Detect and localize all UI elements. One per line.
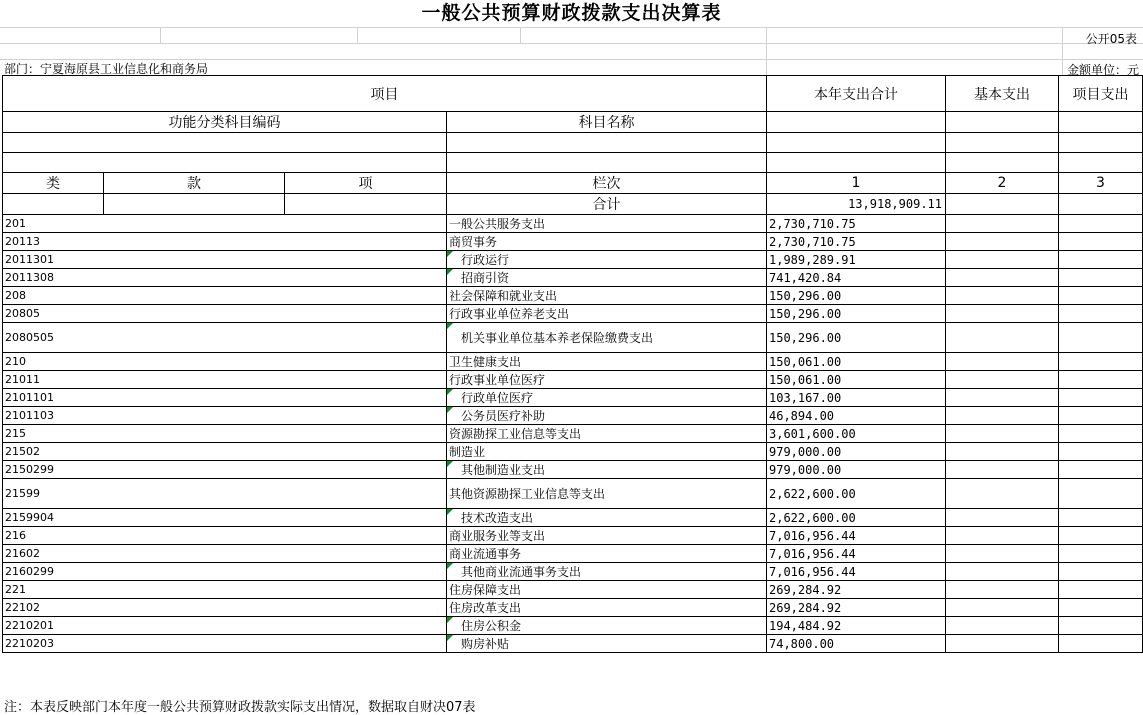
row-amount: 46,894.00 xyxy=(767,407,946,425)
table-row xyxy=(3,215,1143,233)
header-col3: 3 xyxy=(1059,173,1143,194)
empty-cell xyxy=(3,153,447,173)
row-name xyxy=(447,323,767,353)
empty-cell xyxy=(767,133,946,153)
sum-value: 13,918,909.11 xyxy=(767,194,946,215)
page-title: 一般公共预算财政拨款支出决算表 xyxy=(421,2,722,24)
empty-cell xyxy=(1059,407,1143,425)
row-code: 2210201 xyxy=(3,617,447,635)
header-total: 本年支出合计 xyxy=(767,76,946,112)
row-amount: 979,000.00 xyxy=(767,443,946,461)
empty-cell xyxy=(1059,269,1143,287)
row-name xyxy=(447,563,767,581)
row-name-text: 住房改革支出 xyxy=(449,601,522,615)
row-code: 2011301 xyxy=(3,251,447,269)
row-name xyxy=(447,251,767,269)
row-name-text: 技术改造支出 xyxy=(461,511,534,525)
empty-cell xyxy=(447,153,767,173)
row-amount: 1,989,289.91 xyxy=(767,251,946,269)
row-name xyxy=(447,635,767,653)
empty-cell xyxy=(946,563,1059,581)
empty-cell xyxy=(946,194,1059,215)
empty-cell xyxy=(1059,563,1143,581)
table-row xyxy=(3,425,1143,443)
row-name xyxy=(447,353,767,371)
row-name xyxy=(447,599,767,617)
empty-cell xyxy=(946,371,1059,389)
table-row xyxy=(3,323,1143,353)
row-name xyxy=(447,233,767,251)
cell-marker-icon xyxy=(447,461,453,467)
empty-cell xyxy=(946,153,1059,173)
empty-cell xyxy=(1059,545,1143,563)
empty-cell xyxy=(946,509,1059,527)
table-row xyxy=(3,287,1143,305)
empty-cell xyxy=(767,153,946,173)
row-amount: 2,622,600.00 xyxy=(767,509,946,527)
row-name xyxy=(447,389,767,407)
row-name-text: 商业服务业等支出 xyxy=(449,529,546,543)
empty-cell xyxy=(946,287,1059,305)
row-amount: 2,730,710.75 xyxy=(767,215,946,233)
table-row xyxy=(3,233,1143,251)
row-name-text: 行政事业单位养老支出 xyxy=(449,307,570,321)
table-row xyxy=(3,371,1143,389)
empty-cell xyxy=(1059,635,1143,653)
row-amount: 7,016,956.44 xyxy=(767,545,946,563)
row-code: 21502 xyxy=(3,443,447,461)
cell-marker-icon xyxy=(447,251,453,257)
empty-cell xyxy=(946,407,1059,425)
row-name-text: 购房补贴 xyxy=(461,637,510,651)
row-code: 210 xyxy=(3,353,447,371)
row-code: 2150299 xyxy=(3,461,447,479)
header-subject-name: 科目名称 xyxy=(447,112,767,133)
header-col1: 1 xyxy=(767,173,946,194)
row-code: 21602 xyxy=(3,545,447,563)
row-name-text: 商贸事务 xyxy=(449,235,498,249)
empty-cell xyxy=(1059,233,1143,251)
empty-cell xyxy=(104,194,285,215)
empty-cell xyxy=(285,194,447,215)
empty-cell xyxy=(946,233,1059,251)
header-func-code: 功能分类科目编码 xyxy=(3,112,447,133)
empty-cell xyxy=(1059,305,1143,323)
empty-cell xyxy=(946,581,1059,599)
row-amount: 150,061.00 xyxy=(767,371,946,389)
empty-cell xyxy=(1059,599,1143,617)
row-amount: 269,284.92 xyxy=(767,599,946,617)
row-amount: 74,800.00 xyxy=(767,635,946,653)
gridline xyxy=(520,27,521,43)
row-amount: 150,296.00 xyxy=(767,323,946,353)
table-row xyxy=(3,407,1143,425)
row-name-text: 行政单位医疗 xyxy=(461,391,534,405)
row-code: 2210203 xyxy=(3,635,447,653)
row-code: 2101101 xyxy=(3,389,447,407)
row-name-text: 行政事业单位医疗 xyxy=(449,373,546,387)
row-code: 208 xyxy=(3,287,447,305)
gridline xyxy=(0,27,1143,28)
empty-cell xyxy=(946,353,1059,371)
row-amount: 7,016,956.44 xyxy=(767,563,946,581)
row-name xyxy=(447,581,767,599)
unit-label: 金额单位：元 xyxy=(1066,63,1139,77)
cell-marker-icon xyxy=(447,269,453,275)
cell-marker-icon xyxy=(447,617,453,623)
header-xiang: 项 xyxy=(285,173,447,194)
empty-cell xyxy=(946,133,1059,153)
empty-cell xyxy=(946,425,1059,443)
empty-cell xyxy=(1059,443,1143,461)
row-amount: 150,296.00 xyxy=(767,287,946,305)
empty-cell xyxy=(1059,153,1143,173)
table-row xyxy=(3,461,1143,479)
empty-cell xyxy=(1059,215,1143,233)
empty-cell xyxy=(1059,287,1143,305)
empty-cell xyxy=(946,635,1059,653)
row-code: 20805 xyxy=(3,305,447,323)
empty-cell xyxy=(767,112,946,133)
empty-cell xyxy=(1059,371,1143,389)
row-amount: 7,016,956.44 xyxy=(767,527,946,545)
empty-cell xyxy=(946,112,1059,133)
cell-marker-icon xyxy=(447,407,453,413)
row-name xyxy=(447,443,767,461)
header-basic: 基本支出 xyxy=(946,76,1059,112)
empty-cell xyxy=(1059,425,1143,443)
row-code: 22102 xyxy=(3,599,447,617)
row-name-text: 商业流通事务 xyxy=(449,547,522,561)
row-amount: 103,167.00 xyxy=(767,389,946,407)
header-project: 项目支出 xyxy=(1059,76,1143,112)
row-amount: 194,484.92 xyxy=(767,617,946,635)
header-col2: 2 xyxy=(946,173,1059,194)
row-name xyxy=(447,545,767,563)
row-code: 2011308 xyxy=(3,269,447,287)
row-name xyxy=(447,461,767,479)
table-row xyxy=(3,269,1143,287)
empty-cell xyxy=(946,617,1059,635)
empty-cell xyxy=(946,479,1059,509)
row-amount: 2,730,710.75 xyxy=(767,233,946,251)
row-name xyxy=(447,425,767,443)
table-row xyxy=(3,509,1143,527)
row-name-text: 公务员医疗补助 xyxy=(461,409,546,423)
header-column-index: 栏次 xyxy=(447,173,767,194)
row-code: 21599 xyxy=(3,479,447,509)
row-name xyxy=(447,407,767,425)
empty-cell xyxy=(1059,251,1143,269)
empty-cell xyxy=(946,305,1059,323)
gridline xyxy=(766,27,767,75)
empty-cell xyxy=(946,389,1059,407)
table-row xyxy=(3,353,1143,371)
empty-cell xyxy=(1059,323,1143,353)
row-name-text: 机关事业单位基本养老保险缴费支出 xyxy=(461,331,654,345)
row-name-text: 卫生健康支出 xyxy=(449,355,522,369)
row-amount: 979,000.00 xyxy=(767,461,946,479)
sum-label: 合计 xyxy=(447,194,767,215)
table-row xyxy=(3,563,1143,581)
budget-table xyxy=(2,75,1143,653)
empty-cell xyxy=(1059,353,1143,371)
header-item: 项目 xyxy=(3,76,767,112)
gridline xyxy=(0,43,1143,44)
row-code: 2080505 xyxy=(3,323,447,353)
row-code: 216 xyxy=(3,527,447,545)
row-name xyxy=(447,305,767,323)
row-amount: 150,296.00 xyxy=(767,305,946,323)
table-row xyxy=(3,617,1143,635)
gridline xyxy=(160,27,161,43)
row-name-text: 其他商业流通事务支出 xyxy=(461,565,582,579)
row-name xyxy=(447,215,767,233)
empty-cell xyxy=(1059,479,1143,509)
empty-cell xyxy=(946,269,1059,287)
data-rows xyxy=(3,215,1143,653)
header-kuan: 款 xyxy=(104,173,285,194)
row-code: 201 xyxy=(3,215,447,233)
cell-marker-icon xyxy=(447,389,453,395)
row-amount: 741,420.84 xyxy=(767,269,946,287)
header-lei: 类 xyxy=(3,173,104,194)
empty-cell xyxy=(946,251,1059,269)
row-name-text: 其他资源勘探工业信息等支出 xyxy=(449,487,606,501)
row-name xyxy=(447,617,767,635)
table-row xyxy=(3,599,1143,617)
row-name-text: 其他制造业支出 xyxy=(461,463,546,477)
row-code: 20113 xyxy=(3,233,447,251)
row-name-text: 社会保障和就业支出 xyxy=(449,289,558,303)
row-code: 2101103 xyxy=(3,407,447,425)
empty-cell xyxy=(1059,527,1143,545)
empty-cell xyxy=(3,194,104,215)
table-row xyxy=(3,389,1143,407)
row-name xyxy=(447,371,767,389)
cell-marker-icon xyxy=(447,509,453,515)
row-amount: 150,061.00 xyxy=(767,353,946,371)
empty-cell xyxy=(946,545,1059,563)
row-name-text: 招商引资 xyxy=(461,271,510,285)
empty-cell xyxy=(1059,389,1143,407)
cell-marker-icon xyxy=(447,323,453,329)
row-name xyxy=(447,479,767,509)
row-name-text: 资源勘探工业信息等支出 xyxy=(449,427,582,441)
cell-marker-icon xyxy=(447,635,453,641)
department-label: 部门：宁夏海原县工业信息化和商务局 xyxy=(4,62,209,76)
empty-cell xyxy=(3,133,447,153)
empty-cell xyxy=(946,461,1059,479)
cell-marker-icon xyxy=(447,563,453,569)
empty-cell xyxy=(946,323,1059,353)
footer-note: 注：本表反映部门本年度一般公共预算财政拨款实际支出情况，数据取自财决07表 xyxy=(4,700,476,715)
empty-cell xyxy=(1059,112,1143,133)
row-name-text: 住房公积金 xyxy=(461,619,522,633)
row-name xyxy=(447,287,767,305)
table-row xyxy=(3,527,1143,545)
table-row xyxy=(3,251,1143,269)
row-amount: 3,601,600.00 xyxy=(767,425,946,443)
empty-cell xyxy=(946,443,1059,461)
empty-cell xyxy=(1059,617,1143,635)
empty-cell xyxy=(946,527,1059,545)
empty-cell xyxy=(1059,461,1143,479)
empty-cell xyxy=(1059,194,1143,215)
row-name-text: 制造业 xyxy=(449,445,486,459)
empty-cell xyxy=(1059,509,1143,527)
table-row xyxy=(3,545,1143,563)
row-code: 2159904 xyxy=(3,509,447,527)
empty-cell xyxy=(1059,581,1143,599)
empty-cell xyxy=(946,599,1059,617)
row-name xyxy=(447,509,767,527)
table-row xyxy=(3,305,1143,323)
row-code: 221 xyxy=(3,581,447,599)
row-code: 215 xyxy=(3,425,447,443)
table-row xyxy=(3,443,1143,461)
row-name-text: 行政运行 xyxy=(461,253,510,267)
row-name-text: 一般公共服务支出 xyxy=(449,217,546,231)
empty-cell xyxy=(447,133,767,153)
row-name xyxy=(447,269,767,287)
row-code: 21011 xyxy=(3,371,447,389)
row-amount: 269,284.92 xyxy=(767,581,946,599)
empty-cell xyxy=(946,215,1059,233)
row-name-text: 住房保障支出 xyxy=(449,583,522,597)
row-amount: 2,622,600.00 xyxy=(767,479,946,509)
row-code: 2160299 xyxy=(3,563,447,581)
empty-cell xyxy=(1059,133,1143,153)
table-row xyxy=(3,581,1143,599)
gridline xyxy=(1062,27,1063,75)
table-code: 公开05表 xyxy=(1085,32,1137,46)
table-row xyxy=(3,479,1143,509)
row-name xyxy=(447,527,767,545)
gridline xyxy=(357,27,358,43)
table-row xyxy=(3,635,1143,653)
